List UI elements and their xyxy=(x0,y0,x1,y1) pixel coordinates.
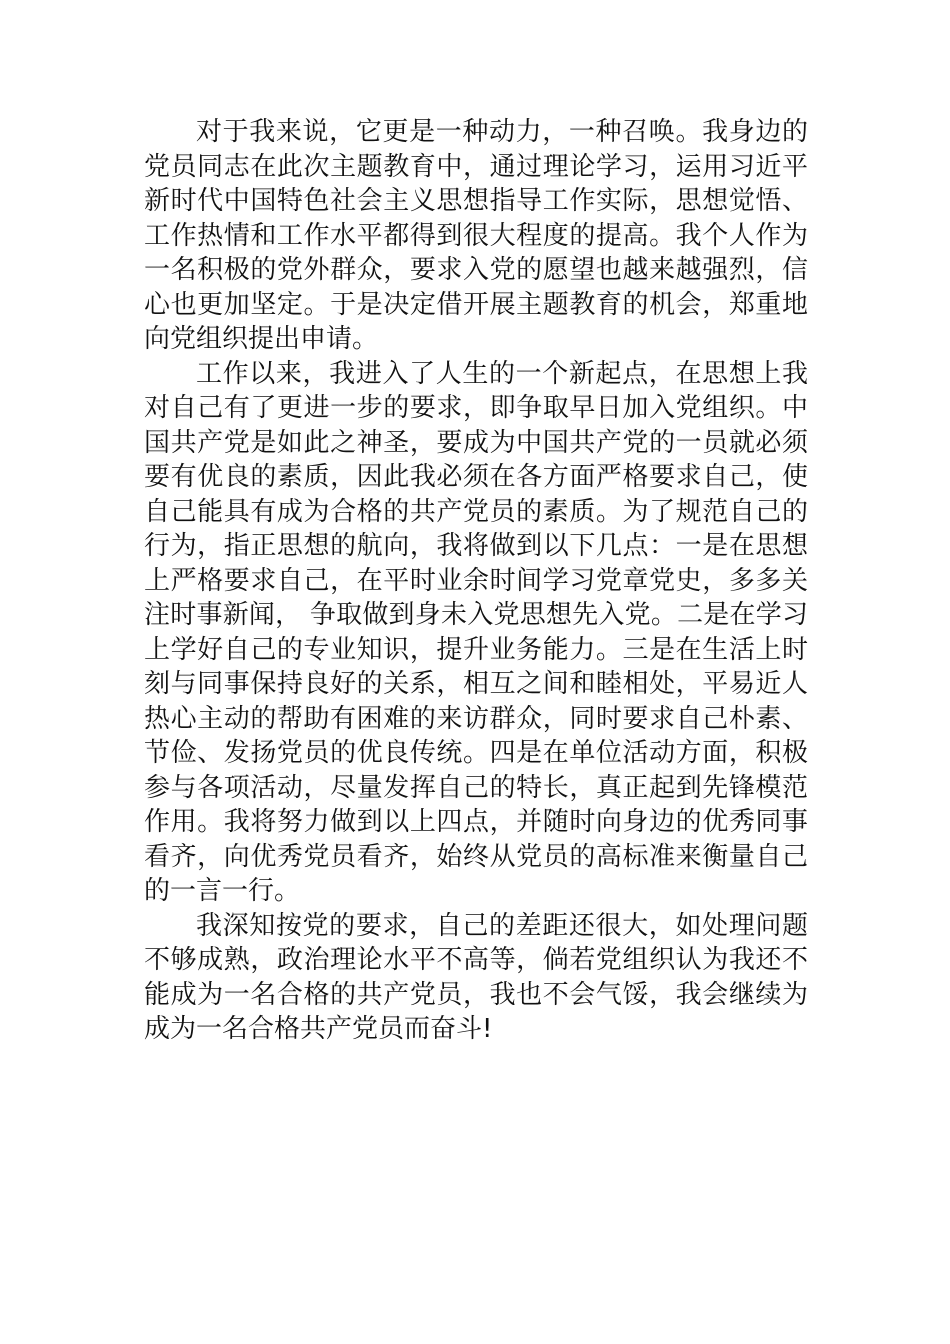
paragraph-3: 我深知按党的要求，自己的差距还很大，如处理问题不够成熟，政治理论水平不高等，倘若党组织认为我还不能成为一名合格的共产党员，我也不会气馁，我会继续为成为一名合格共产党员而奋斗! xyxy=(144,910,808,1044)
paragraph-1: 对于我来说，它更是一种动力，一种召唤。我身边的党员同志在此次主题教育中，通过理论学习，运用习近平新时代中国特色社会主义思想指导工作实际，思想觉悟、工作热情和工作水平都得到很大程度的提高。我个人作为一名积极的党外群众，要求入党的愿望也越来越强烈，信心也更加坚定。于是决定借开展主题教育的机会，郑重地向党组织提出申请。 xyxy=(144,117,808,354)
paragraph-2: 工作以来，我进入了人生的一个新起点，在思想上我对自己有了更进一步的要求，即争取早日加入党组织。中国共产党是如此之神圣，要成为中国共产党的一员就必须要有优良的素质，因此我必须在各方面严格要求自己，使自己能具有成为合格的共产党员的素质。为了规范自己的行为，指正思想的航向，我将做到以下几点：一是在思想上严格要求自己，在平时业余时间学习党章党史，多多关注时事新闻， 争取做到身未入党思想先入党。二是在学习上学好自己的专业知识，提升业务能力。三是在生活上时刻与同事保持良好的关系，相互之间和睦相处，平易近人热心主动的帮助有困难的来访群众，同时要求自己朴素、节俭、发扬党员的优良传统。四是在单位活动方面，积极参与各项活动，尽量发挥自己的特长，真正起到先锋模范作用。我将努力做到以上四点，并随时向身边的优秀同事看齐，向优秀党员看齐，始终从党员的高标准来衡量自己的一言一行。 xyxy=(144,358,808,906)
document-body xyxy=(144,115,808,1047)
